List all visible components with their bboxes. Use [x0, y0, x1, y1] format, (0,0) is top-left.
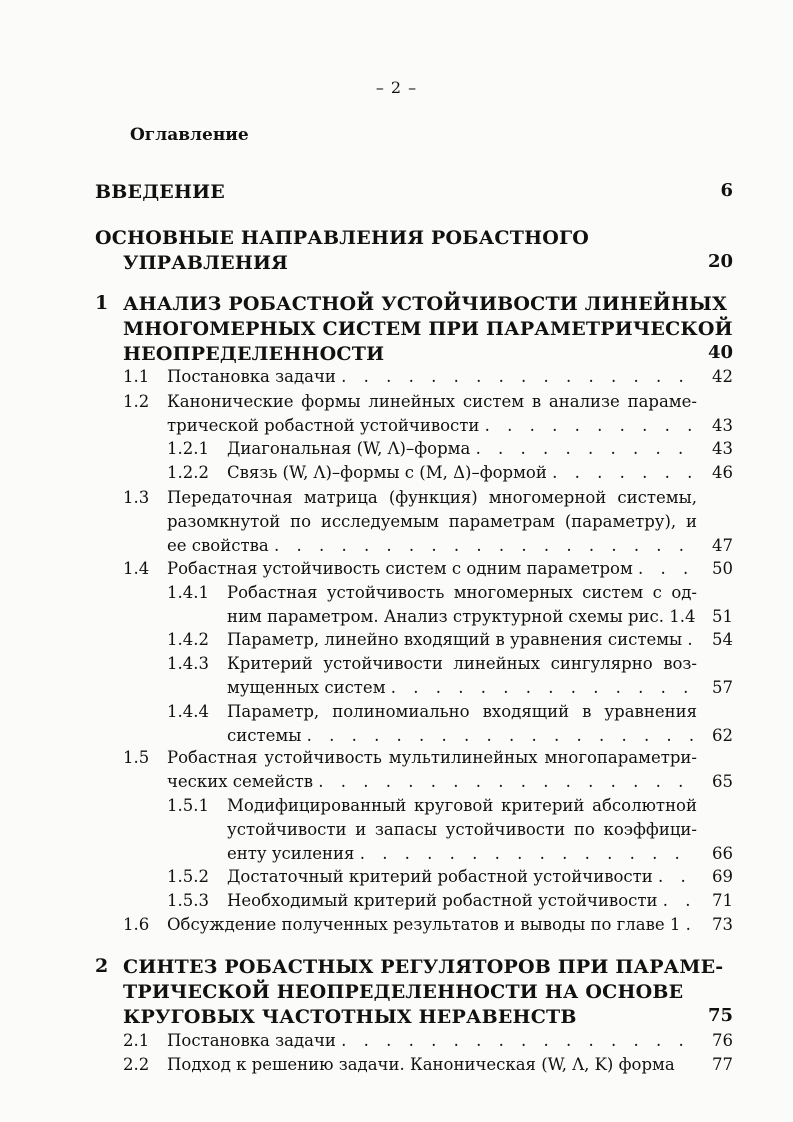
toc-entry-1-4[interactable]	[123, 557, 733, 581]
toc-entry-intro[interactable]	[95, 180, 733, 206]
subsection-title-line1: Параметр, полиномиально входящий в уравнения	[227, 702, 697, 721]
leader-dots: . . . . . . . . . . . . . .	[390, 678, 695, 697]
toc-title: Оглавление	[130, 125, 249, 145]
section-title-line1: Канонические формы линейных систем в анализе параме-	[167, 392, 697, 411]
leader-dots: . .	[662, 891, 697, 910]
entry-page: 20	[707, 251, 733, 272]
leader-dots: . . . . . . . . . . . . . . .	[359, 844, 686, 863]
leader-dots: . . . . . . . . . . . . . . . . . .	[306, 726, 701, 745]
subsection-title-line1: Робастная устойчивость многомерных систем с од-	[227, 583, 697, 602]
entry-page: 6	[720, 180, 733, 201]
toc-entry-1-4-4[interactable]	[167, 700, 733, 748]
section-number: 1.2	[123, 392, 150, 411]
chapter-number: 2	[95, 955, 109, 977]
subsection-number: 1.4.4	[167, 702, 209, 721]
entry-title-line2: УПРАВЛЕНИЯ	[123, 252, 289, 274]
toc-entry-1-4-3[interactable]	[167, 652, 733, 700]
chapter-title-line3: НЕОПРЕДЕЛЕННОСТИ	[123, 343, 385, 365]
section-page: 47	[712, 536, 733, 555]
subsection-page: 54	[712, 630, 733, 649]
section-title-line1: Робастная устойчивость мультилинейных многопараметри-	[167, 748, 697, 767]
toc-entry-1-6[interactable]	[123, 913, 733, 937]
section-number: 1.3	[123, 488, 150, 507]
section-title-line1: Передаточная матрица (функция) многомерной системы,	[167, 488, 697, 507]
leader-dots: . . . . . . . . . . . . . . . . . . .	[273, 536, 691, 555]
section-number: 1.4	[123, 559, 150, 578]
subsection-title: Связь (W, Λ)–формы с (M, Δ)–формой	[227, 463, 547, 482]
section-number: 1.5	[123, 748, 150, 767]
section-title: Постановка задачи	[167, 1031, 336, 1050]
toc-entry-1-5-1[interactable]	[167, 794, 733, 866]
section-title: Постановка задачи	[167, 367, 336, 386]
subsection-number: 1.4.2	[167, 630, 209, 649]
subsection-number: 1.5.3	[167, 891, 209, 910]
section-title-line2: ческих семейств	[167, 772, 314, 791]
section-page: 77	[712, 1055, 733, 1074]
subsection-page: 46	[712, 463, 733, 482]
chapter-title-line1: АНАЛИЗ РОБАСТНОЙ УСТОЙЧИВОСТИ ЛИНЕЙНЫХ	[123, 293, 728, 315]
section-number: 1.1	[123, 367, 150, 386]
subsection-page: 57	[712, 678, 733, 697]
subsection-title-line3: енту усиления	[227, 844, 355, 863]
section-page: 50	[712, 559, 733, 578]
entry-title: ВВЕДЕНИЕ	[95, 181, 225, 203]
section-number: 2.2	[123, 1055, 150, 1074]
toc-entry-1-4-2[interactable]	[167, 628, 733, 652]
section-page: 76	[712, 1031, 733, 1050]
toc-entry-1-5[interactable]	[123, 746, 733, 794]
section-title-line3: ее свойства	[167, 536, 269, 555]
leader-dots: . . . . . . . . . .	[484, 416, 699, 435]
toc-entry-1-2-2[interactable]	[167, 461, 733, 485]
subsection-number: 1.4.1	[167, 583, 209, 602]
subsection-title: Диагональная (W, Λ)–форма	[227, 439, 471, 458]
section-page: 42	[712, 367, 733, 386]
chapter-title-line2: ТРИЧЕСКОЙ НЕОПРЕДЕЛЕННОСТИ НА ОСНОВЕ	[123, 981, 684, 1003]
leader-dots: . . . . . . . . . . . . . . . .	[341, 367, 690, 386]
section-title-line2: разомкнутой по исследуемым параметрам (параметру), и	[167, 512, 697, 531]
entry-title-line1: ОСНОВНЫЕ НАПРАВЛЕНИЯ РОБАСТНОГО	[95, 227, 590, 249]
section-page: 73	[712, 915, 733, 934]
subsection-title-line2: ним параметром. Анализ структурной схемы рис. 1.4	[227, 607, 696, 626]
section-number: 1.6	[123, 915, 150, 934]
toc-entry-1-2-1[interactable]	[167, 437, 733, 461]
subsection-title-line2: устойчивости и запасы устойчивости по коэффици-	[227, 820, 697, 839]
subsection-title: Достаточный критерий робастной устойчивости	[227, 867, 653, 886]
subsection-title-line2: системы	[227, 726, 302, 745]
chapter-title-line2: МНОГОМЕРНЫХ СИСТЕМ ПРИ ПАРАМЕТРИЧЕСКОЙ	[123, 318, 733, 340]
leader-dots: . . . . . . . . . . . . . . . .	[341, 1031, 690, 1050]
toc-entry-chapter-2[interactable]	[95, 955, 733, 1031]
toc-entry-1-5-3[interactable]	[167, 889, 733, 913]
section-page: 43	[712, 416, 733, 435]
subsection-number: 1.5.1	[167, 796, 209, 815]
toc-entry-1-2[interactable]	[123, 390, 733, 438]
chapter-number: 1	[95, 292, 109, 314]
leader-dots: . . . . . . . . . . . . . . . . .	[318, 772, 690, 791]
subsection-page: 69	[712, 867, 733, 886]
leader-dots: . . . . . . . . . .	[475, 439, 690, 458]
subsection-number: 1.2.2	[167, 463, 209, 482]
chapter-title-line3: КРУГОВЫХ ЧАСТОТНЫХ НЕРАВЕНСТВ	[123, 1006, 577, 1028]
leader-dots: . . . . . . .	[552, 463, 699, 482]
subsection-page: 62	[712, 726, 733, 745]
leader-dots: . . .	[638, 559, 695, 578]
page-number: – 2 –	[375, 78, 418, 97]
section-title-line2: трической робастной устойчивости	[167, 416, 480, 435]
section-title: Подход к решению задачи. Каноническая (W, Λ, K) форма	[167, 1055, 675, 1074]
subsection-page: 43	[712, 439, 733, 458]
subsection-number: 1.2.1	[167, 439, 209, 458]
toc-entry-review[interactable]	[95, 226, 733, 276]
section-title: Обсуждение полученных результатов и выводы по главе 1 .	[167, 915, 691, 934]
chapter-title-line1: СИНТЕЗ РОБАСТНЫХ РЕГУЛЯТОРОВ ПРИ ПАРАМЕ-	[123, 956, 724, 978]
subsection-page: 66	[712, 844, 733, 863]
subsection-title-line1: Модифицированный круговой критерий абсолютной	[227, 796, 697, 815]
toc-entry-1-5-2[interactable]	[167, 865, 733, 889]
toc-entry-2-1[interactable]	[123, 1029, 733, 1053]
subsection-title-line2: мущенных систем	[227, 678, 386, 697]
section-number: 2.1	[123, 1031, 150, 1050]
subsection-number: 1.4.3	[167, 654, 209, 673]
chapter-page: 75	[707, 1005, 733, 1026]
subsection-number: 1.5.2	[167, 867, 209, 886]
subsection-page: 51	[712, 607, 733, 626]
subsection-page: 71	[712, 891, 733, 910]
subsection-title: Необходимый критерий робастной устойчивости	[227, 891, 658, 910]
subsection-title: Параметр, линейно входящий в уравнения системы .	[227, 630, 693, 649]
subsection-title-line1: Критерий устойчивости линейных сингулярно воз-	[227, 654, 697, 673]
section-page: 65	[712, 772, 733, 791]
toc-entry-1-1[interactable]	[123, 365, 733, 389]
toc-entry-1-3[interactable]	[123, 486, 733, 558]
leader-dots: . .	[658, 867, 692, 886]
section-title: Робастная устойчивость систем с одним параметром	[167, 559, 633, 578]
toc-entry-2-2[interactable]	[123, 1053, 733, 1077]
chapter-page: 40	[707, 342, 733, 363]
toc-entry-1-4-1[interactable]	[167, 581, 733, 629]
toc-entry-chapter-1[interactable]	[95, 292, 733, 368]
